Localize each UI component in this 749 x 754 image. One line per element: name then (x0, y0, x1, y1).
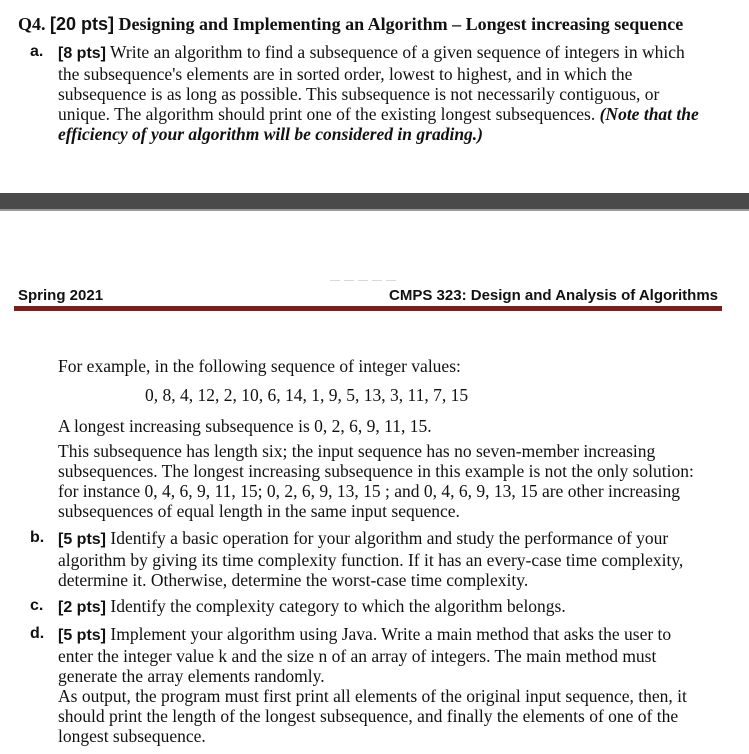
part-d-line: enter the integer value k and the size n of an array of integers. The main method must (58, 646, 657, 666)
example-line: subsequences. The longest increasing subsequence in this example is not the only solution: (58, 461, 694, 481)
part-b-points: [5 pts] (58, 531, 106, 548)
part-a-points: [8 pts] (58, 45, 106, 62)
part-b-letter: b. (30, 529, 45, 546)
part-d-letter: d. (30, 625, 45, 642)
part-d-line: longest subsequence. (58, 726, 206, 746)
part-d-line: should print the length of the longest subsequence, and finally the elements of one of the (58, 706, 679, 726)
part-d-line: Implement your algorithm using Java. Write a main method that asks the user to (106, 624, 672, 644)
page-break-band (0, 193, 749, 209)
part-d-points: [5 pts] (58, 627, 106, 644)
part-d-line: As output, the program must first print all elements of the original input sequence, then, it (58, 686, 687, 706)
part-c-text (58, 596, 566, 618)
part-a-letter: a. (30, 43, 44, 60)
part-d-text (58, 624, 687, 746)
part-a-line: subsequence is as long as possible. This subsequence is not necessarily contiguous, or (58, 84, 660, 104)
question-title (18, 14, 683, 35)
example-line: subsequences of equal length in the same input sequence. (58, 501, 460, 521)
part-a-emphasis: efficiency of your algorithm will be considered in grading.) (58, 124, 484, 144)
question-heading: Designing and Implementing an Algorithm – Longest increasing sequence (114, 14, 684, 34)
part-a-line: Write an algorithm to find a subsequence of a given sequence of integers in which (106, 42, 685, 62)
question-number: Q4. (18, 14, 51, 34)
part-a-emphasis: (Note that the (599, 104, 699, 124)
example-line: This subsequence has length six; the input sequence has no seven-member increasing (58, 441, 656, 461)
part-d-line: generate the array elements randomly. (58, 666, 325, 686)
example-explanation (58, 441, 694, 521)
example-line: for instance 0, 4, 6, 9, 11, 15; 0, 2, 6, 9, 13, 15 ; and 0, 4, 6, 9, 13, 15 are other increasing (58, 481, 680, 501)
part-b-line: determine it. Otherwise, determine the worst-case time complexity. (58, 570, 529, 590)
part-c-points: [2 pts] (58, 599, 106, 616)
header-course: CMPS 323: Design and Analysis of Algorithms (389, 287, 718, 304)
part-b-text (58, 528, 683, 590)
part-b-line: algorithm by giving its time complexity function. If it has an every-case time complexity, (58, 550, 684, 570)
part-c-line: Identify the complexity category to which the algorithm belongs. (106, 596, 566, 616)
faint-marks (330, 268, 410, 270)
question-points: [20 pts] (50, 14, 115, 34)
header-rule (14, 306, 722, 311)
header-semester: Spring 2021 (18, 287, 104, 304)
example-sequence: 0, 8, 4, 12, 2, 10, 6, 14, 1, 9, 5, 13, 3, 11, 7, 15 (145, 385, 469, 405)
part-a-line: the subsequence's elements are in sorted order, lowest to highest, and in which the (58, 64, 633, 84)
page-break-shadow (0, 209, 749, 211)
part-a-text (58, 42, 699, 144)
part-b-line: Identify a basic operation for your algorithm and study the performance of your (106, 528, 669, 548)
example-answer: A longest increasing subsequence is 0, 2, 6, 9, 11, 15. (58, 416, 432, 436)
part-c-letter: c. (30, 597, 44, 614)
example-intro: For example, in the following sequence of integer values: (58, 356, 461, 376)
part-a-line: unique. The algorithm should print one of the existing longest subsequences. (58, 104, 600, 124)
